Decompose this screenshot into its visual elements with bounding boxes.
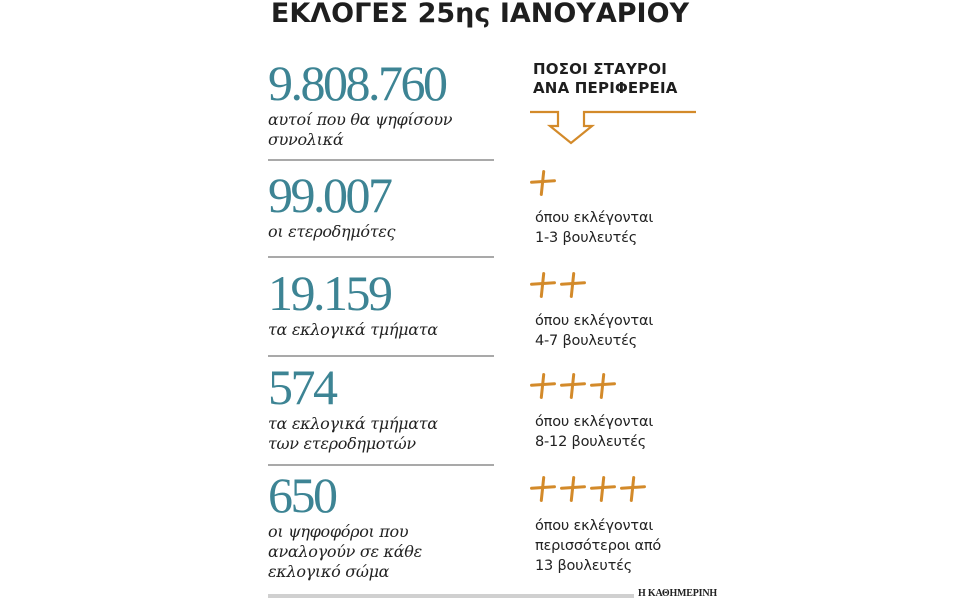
stat-voters-per-body	[268, 467, 494, 582]
footer-divider	[268, 594, 634, 598]
cross-icon	[560, 476, 586, 502]
stat-description-line: συνολικά	[268, 130, 344, 149]
legend-line: όπου εκλέγονται	[535, 518, 654, 534]
stat-description-line: αναλογούν σε κάθε	[268, 542, 422, 561]
cross-icon	[560, 272, 586, 298]
stat-value: 650	[268, 467, 336, 523]
stat-value: 9.808.760	[268, 55, 446, 111]
stat-total-voters	[268, 55, 494, 150]
cross-icon	[530, 476, 556, 502]
divider	[268, 355, 494, 357]
legend-heading-line: ΠΟΣΟΙ ΣΤΑΥΡΟΙ	[533, 60, 667, 78]
legend-line: όπου εκλέγονται	[535, 210, 654, 226]
cross-icon	[530, 170, 556, 196]
stat-value: 574	[268, 359, 336, 415]
stat-description-line: των ετεροδημοτών	[268, 434, 416, 453]
cross-icon	[530, 373, 556, 399]
legend-line: 8-12 βουλευτές	[535, 434, 647, 450]
stat-description	[268, 320, 494, 340]
cross-icon	[560, 373, 586, 399]
stat-description	[268, 522, 494, 582]
legend-item-1	[535, 208, 653, 248]
legend-line: 1-3 βουλευτές	[535, 230, 638, 246]
divider	[268, 464, 494, 466]
legend-line: 4-7 βουλευτές	[535, 333, 638, 349]
cross-icon	[620, 476, 646, 502]
legend-line: όπου εκλέγονται	[535, 414, 654, 430]
divider	[268, 159, 494, 161]
stat-description	[268, 414, 494, 454]
legend-item-2	[535, 311, 653, 351]
legend-line: όπου εκλέγονται	[535, 313, 654, 329]
cross-icon	[590, 373, 616, 399]
legend-item-4	[535, 516, 661, 576]
stat-description-line: τα εκλογικά τμήματα	[268, 414, 438, 433]
cross-icon	[530, 272, 556, 298]
stat-description-line: τα εκλογικά τμήματα	[268, 320, 438, 339]
stat-value: 19.159	[268, 265, 391, 321]
brand-logo: Η ΚΑΘΗΜΕΡΙΝΗ	[638, 588, 717, 599]
crosses-1	[530, 170, 560, 201]
legend-heading-line: ΑΝΑ ΠΕΡΙΦΕΡΕΙΑ	[533, 79, 678, 97]
stat-description-line: εκλογικό σώμα	[268, 562, 390, 581]
stat-description	[268, 110, 494, 150]
stat-value: 99.007	[268, 167, 391, 223]
stat-description-line: αυτοί που θα ψηφίσουν	[268, 110, 453, 129]
cross-icon	[590, 476, 616, 502]
stat-description	[268, 222, 494, 242]
legend-heading	[533, 60, 678, 98]
stat-non-resident-stations	[268, 359, 494, 454]
page-title: ΕΚΛΟΓΕΣ 25ης ΙΑΝΟΥΑΡΙΟΥ	[270, 0, 690, 29]
legend-line: 13 βουλευτές	[535, 558, 633, 574]
stat-polling-stations	[268, 265, 494, 340]
crosses-4	[530, 476, 650, 507]
crosses-3	[530, 373, 620, 404]
legend-item-3	[535, 412, 653, 452]
stat-non-resident-voters	[268, 167, 494, 242]
arrow-down-icon	[528, 104, 698, 146]
stat-description-line: οι ψηφοφόροι που	[268, 522, 409, 541]
divider	[268, 256, 494, 258]
crosses-2	[530, 272, 590, 303]
legend-line: περισσότεροι από	[535, 538, 662, 554]
stat-description-line: οι ετεροδημότες	[268, 222, 396, 241]
